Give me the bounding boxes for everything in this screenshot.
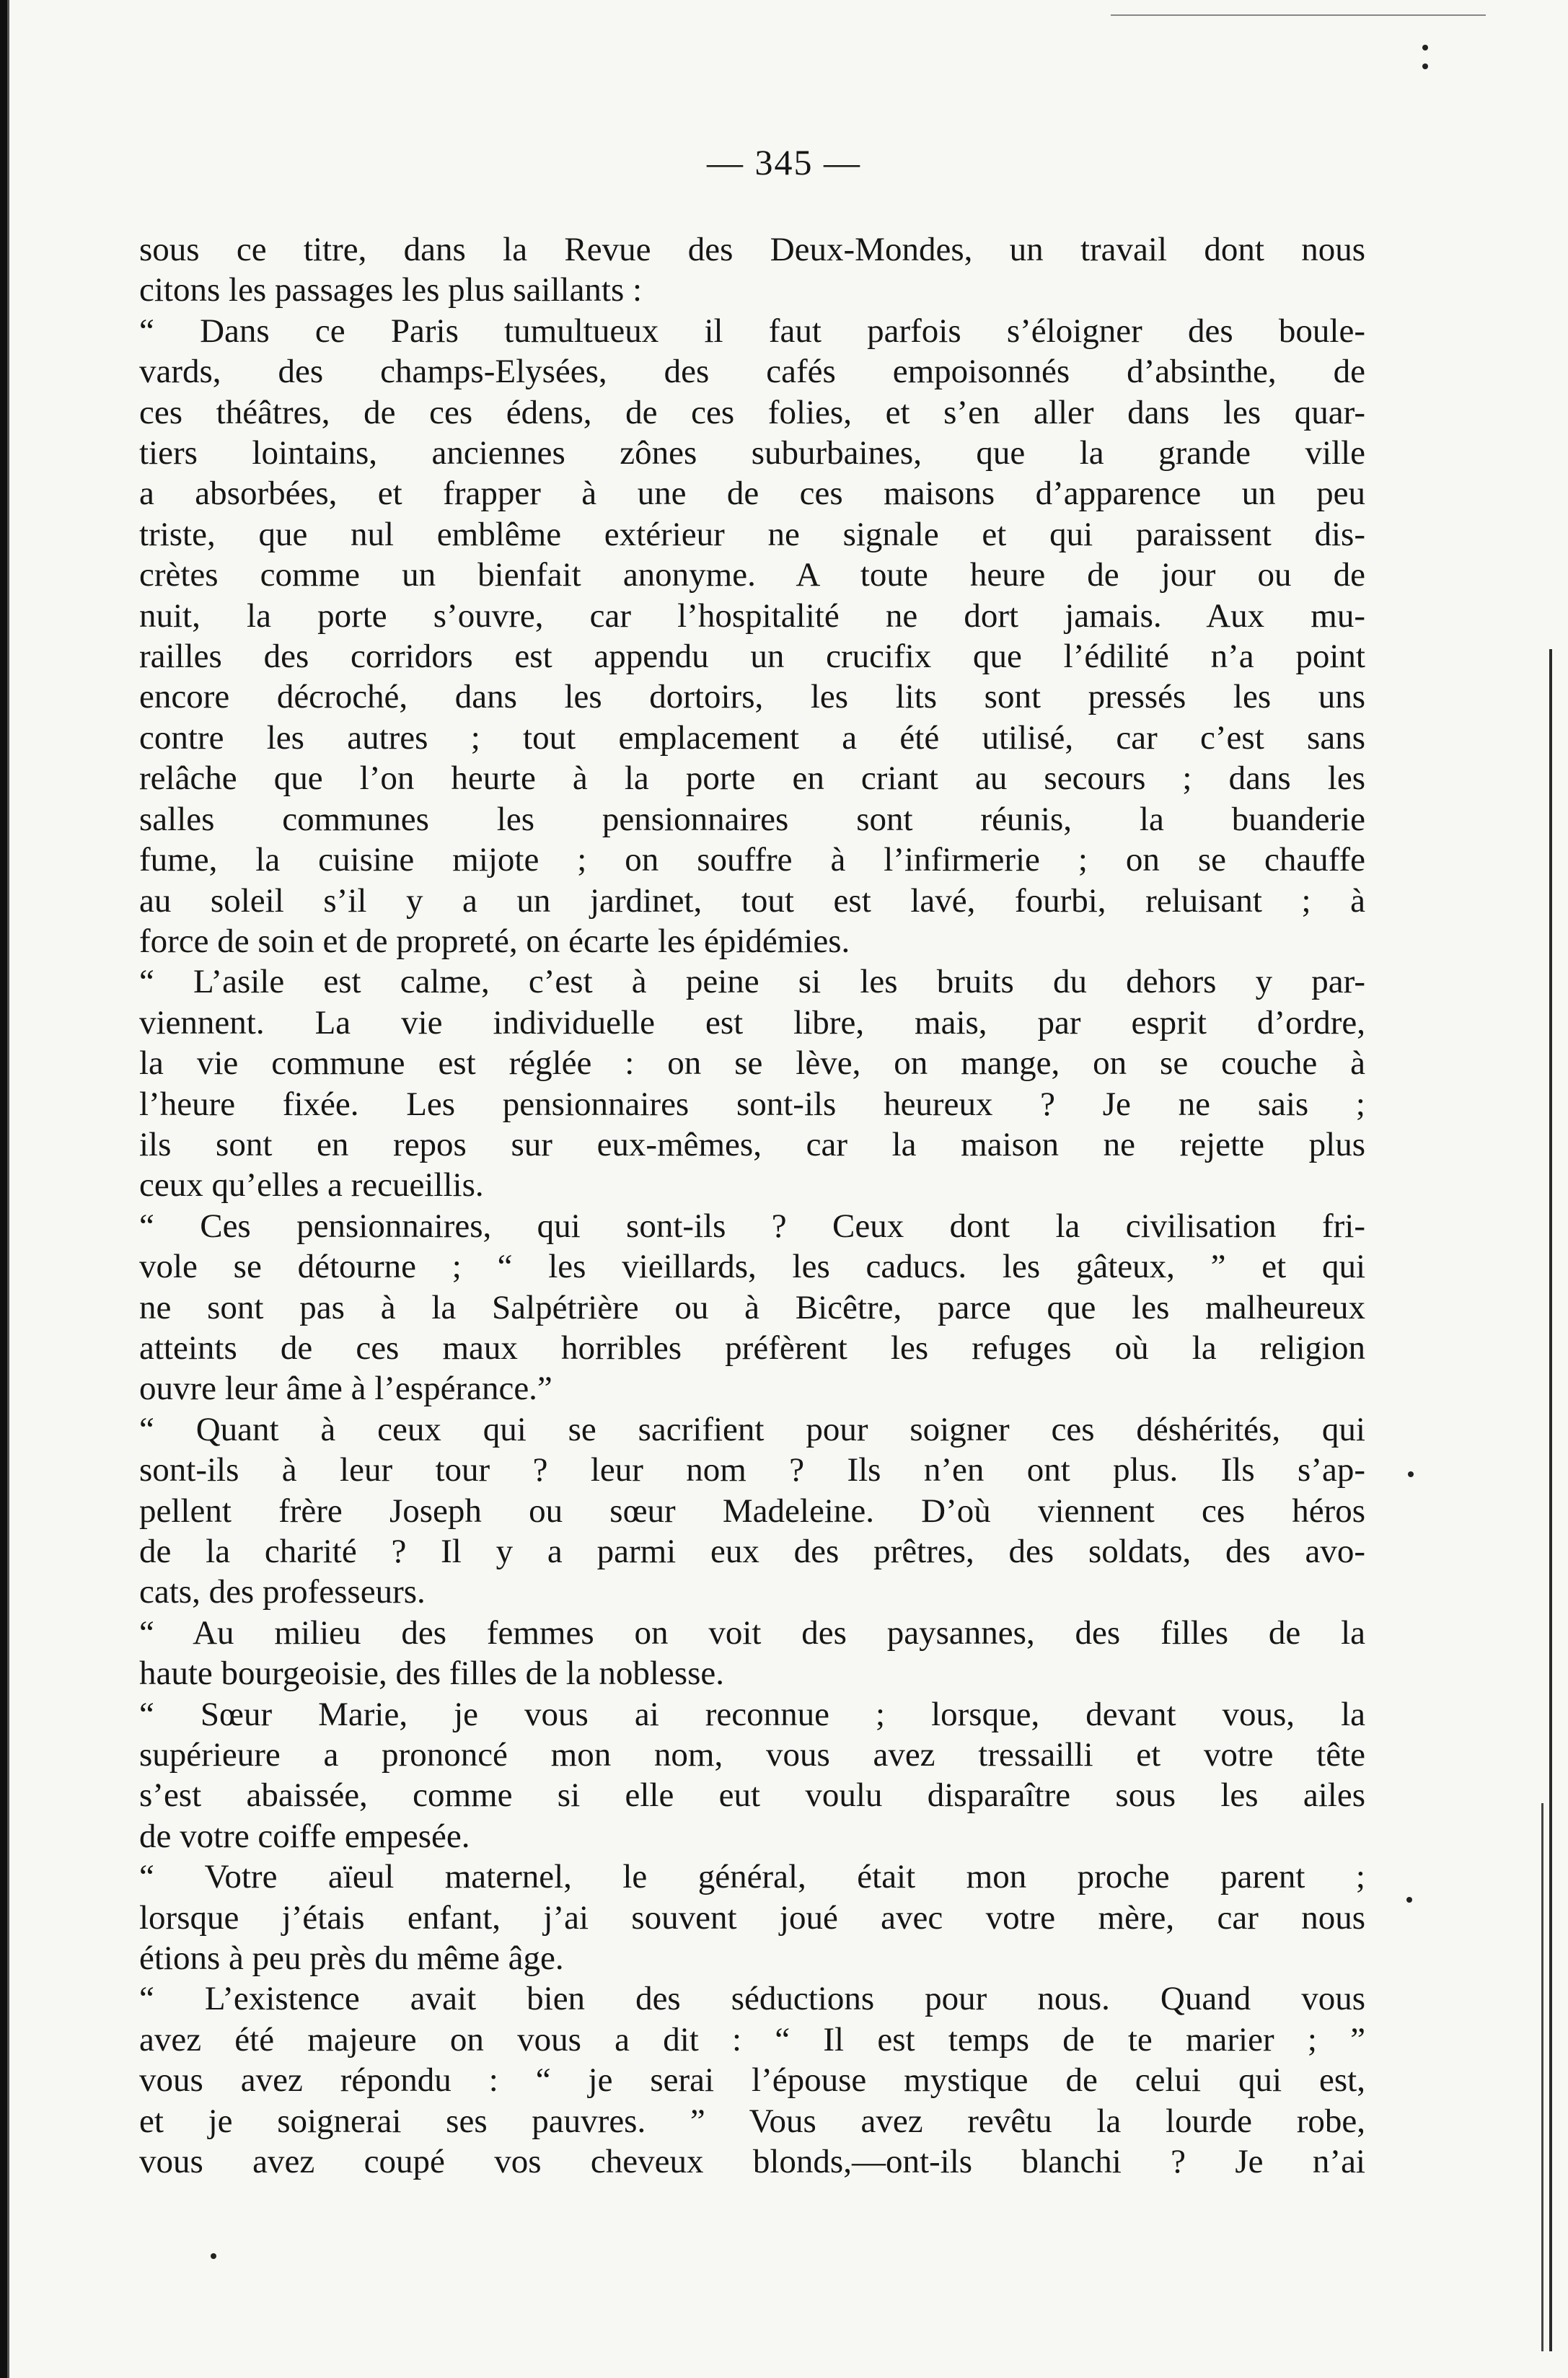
text-line: ils sont en repos sur eux-mêmes, car la maison ne rejette plus (139, 1125, 1365, 1163)
text-line: et je soignerai ses pauvres. ” Vous avez revêtu la lourde robe, (139, 2102, 1365, 2140)
text-line: force de soin et de propreté, on écarte les épidémies. (139, 922, 850, 960)
text-line: ne sont pas à la Salpétrière ou à Bicêtre, parce que les malheureux (139, 1288, 1365, 1326)
text-line: crètes comme un bienfait anonyme. A toute heure de jour ou de (139, 556, 1365, 594)
text-line: l’heure fixée. Les pensionnaires sont-ils heureux ? Je ne sais ; (139, 1085, 1365, 1123)
text-line: étions à peu près du même âge. (139, 1939, 564, 1978)
text-line: nuit, la porte s’ouvre, car l’hospitalité ne dort jamais. Aux mu- (139, 596, 1365, 635)
text-line: “ L’asile est calme, c’est à peine si les bruits du dehors y par- (139, 963, 1365, 1001)
text-line: “ Ces pensionnaires, qui sont-ils ? Ceux dont la civilisation fri- (139, 1207, 1365, 1245)
text-line: railles des corridors est appendu un crucifix que l’édilité n’a point (139, 638, 1365, 676)
text-line: viennent. La vie individuelle est libre, mais, par esprit d’ordre, (139, 1003, 1365, 1042)
page-edge-right (1549, 649, 1552, 2351)
text-line: lorsque j’étais enfant, j’ai souvent joué avec votre mère, car nous (139, 1898, 1365, 1937)
text-line: vous avez coupé vos cheveux blonds,—ont-ils blanchi ? Je n’ai (139, 2143, 1365, 2181)
text-line: de votre coiffe empesée. (139, 1817, 470, 1855)
text-line: vards, des champs-Elysées, des cafés empoisonnés d’absinthe, de (139, 353, 1365, 391)
text-line: “ L’existence avait bien des séductions pour nous. Quand vous (139, 1980, 1365, 2018)
text-line: cats, des professeurs. (139, 1573, 426, 1611)
text-line: sous ce titre, dans la Revue des Deux-Mondes, un travail dont nous (139, 231, 1365, 268)
page-edge-right-inner (1541, 1803, 1543, 2351)
text-line: vole se détourne ; “ les vieillards, les caducs. les gâteux, ” et qui (139, 1248, 1365, 1286)
text-line: relâche que l’on heurte à la porte en criant au secours ; dans les (139, 759, 1365, 798)
text-line: de la charité ? Il y a parmi eux des prêtres, des soldats, des avo- (139, 1533, 1365, 1570)
text-line: vous avez répondu : “ je serai l’épouse mystique de celui qui est, (139, 2061, 1365, 2100)
text-line: au soleil s’il y a un jardinet, tout est lavé, fourbi, reluisant ; à (139, 881, 1365, 920)
text-line: citons les passages les plus saillants : (139, 271, 643, 309)
scan-speck (1406, 1897, 1412, 1903)
scan-speck (211, 2253, 216, 2259)
text-line: encore décroché, dans les dortoirs, les lits sont pressés les uns (139, 678, 1365, 716)
text-line: supérieure a prononcé mon nom, vous avez tressailli et votre tête (139, 1736, 1365, 1774)
text-line: “ Votre aïeul maternel, le général, était mon proche parent ; (139, 1858, 1365, 1896)
text-line: la vie commune est réglée : on se lève, on mange, on se couche à (139, 1044, 1365, 1083)
body-text (139, 229, 1365, 2183)
text-line: ces théâtres, de ces édens, de ces folies, et s’en aller dans les quar- (139, 393, 1365, 431)
page-edge-shadow (0, 0, 12, 2378)
text-line: a absorbées, et frapper à une de ces maisons d’apparence un peu (139, 475, 1365, 513)
scan-speck (1408, 1471, 1414, 1477)
text-line: triste, que nul emblême extérieur ne signale et qui paraissent dis- (139, 515, 1365, 553)
text-line: fume, la cuisine mijote ; on souffre à l’infirmerie ; on se chauffe (139, 841, 1365, 879)
text-line: pellent frère Joseph ou sœur Madeleine. D’où viennent ces héros (139, 1492, 1365, 1530)
scan-top-rule (1111, 14, 1486, 16)
scan-speck (1422, 45, 1428, 50)
page-number: — 345 — (707, 142, 861, 182)
text-line: avez été majeure on vous a dit : “ Il est temps de te marier ; ” (139, 2020, 1365, 2058)
text-line: contre les autres ; tout emplacement a été utilisé, car c’est sans (139, 718, 1365, 757)
text-line: “ Sœur Marie, je vous ai reconnue ; lorsque, devant vous, la (139, 1695, 1365, 1733)
text-line: ouvre leur âme à l’espérance.” (139, 1370, 552, 1408)
text-line: atteints de ces maux horribles préfèrent les refuges où la religion (139, 1329, 1365, 1367)
text-line: “ Au milieu des femmes on voit des paysannes, des filles de la (139, 1613, 1365, 1652)
text-line: sont-ils à leur tour ? leur nom ? Ils n’en ont plus. Ils s’ap- (139, 1451, 1365, 1489)
text-line: “ Quant à ceux qui se sacrifient pour soigner ces déshérités, qui (139, 1410, 1365, 1448)
text-line: salles communes les pensionnaires sont réunis, la buanderie (139, 800, 1365, 838)
text-line: s’est abaissée, comme si elle eut voulu disparaître sous les ailes (139, 1776, 1365, 1815)
scan-speck (1422, 63, 1428, 69)
text-line: “ Dans ce Paris tumultueux il faut parfois s’éloigner des boule- (139, 312, 1365, 350)
text-line: tiers lointains, anciennes zônes suburbaines, que la grande ville (139, 434, 1365, 472)
text-line: haute bourgeoisie, des filles de la noblesse. (139, 1655, 724, 1693)
text-line: ceux qu’elles a recueillis. (139, 1166, 484, 1205)
